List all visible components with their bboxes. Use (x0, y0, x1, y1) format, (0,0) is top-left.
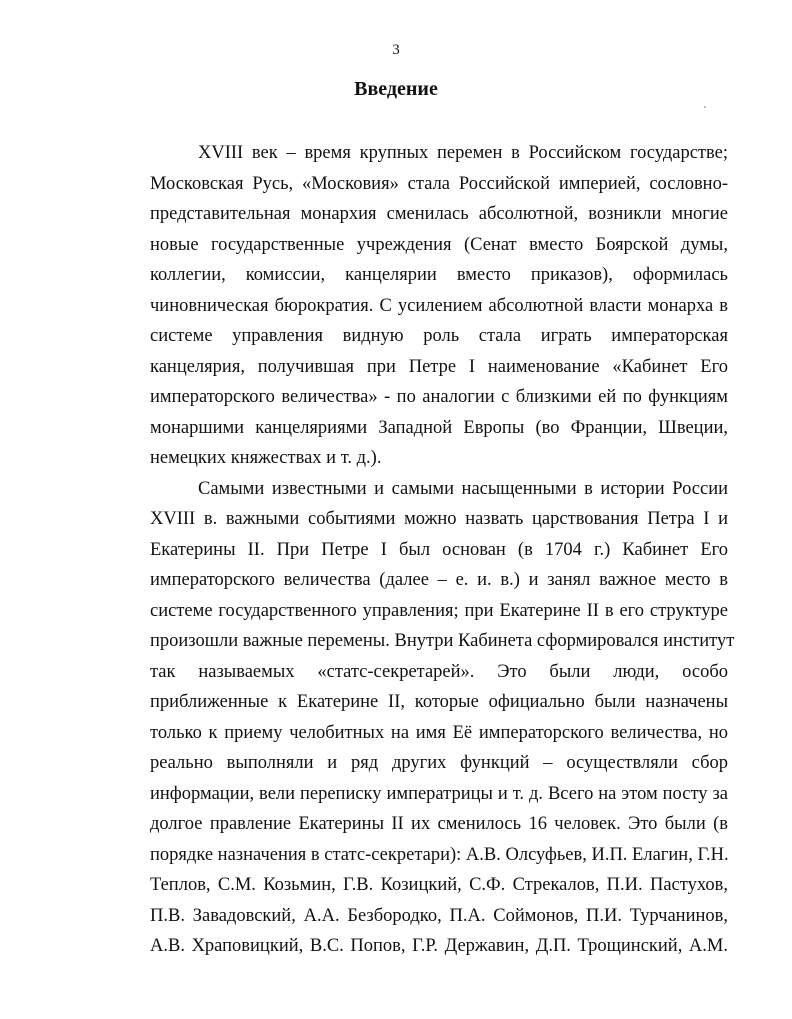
text-line: канцелярия, получившая при Петре I наименование «Кабинет Его (150, 356, 728, 377)
text-line: П.В. Завадовский, А.А. Безбородко, П.А. Соймонов, П.И. Турчанинов, (150, 905, 728, 926)
text-line: коллегии, комиссии, канцелярии вместо приказов), оформилась (150, 265, 728, 285)
text-line: А.В. Храповицкий, В.С. Попов, Г.Р. Державин, Д.П. Трощинский, А.М. (150, 936, 728, 956)
text-line: реально выполняли и ряд других функций – осуществляли сбор (150, 753, 728, 773)
text-line: информации, вели переписку императрицы и т. д. Всего на этом посту за (150, 783, 728, 804)
text-line: только к приему челобитных на имя Её императорского величества, но (150, 722, 728, 743)
text-line: императорского величества (далее – е. и. в.) и занял важное место в (150, 570, 728, 590)
text-line: долгое правление Екатерины II их сменилось 16 человек. Это были (в (150, 814, 728, 834)
text-line: чиновническая бюрократия. С усилением абсолютной власти монарха в (150, 295, 728, 316)
text-line: императорского величества» - по аналогии с близкими ей по функциям (150, 387, 728, 407)
text-line: Екатерины II. При Петре I был основан (в 1704 г.) Кабинет Его (150, 539, 728, 560)
text-line: немецких княжествах и т. д.). (150, 448, 382, 468)
page-number: 3 (392, 42, 400, 58)
scan-speck (704, 106, 706, 108)
text-line: XVIII в. важными событиями можно назвать царствования Петра I и (150, 509, 728, 529)
text-line: представительная монархия сменилась абсолютной, возникли многие (150, 204, 728, 224)
section-heading: Введение (354, 78, 438, 100)
text-line: Самыми известными и самыми насыщенными в истории России (198, 478, 728, 499)
text-line: новые государственные учреждения (Сенат вместо Боярской думы, (150, 234, 728, 255)
text-line: системе управления видную роль стала играть императорская (150, 326, 728, 346)
paragraph-1 (150, 138, 728, 474)
text-line: Теплов, С.М. Козьмин, Г.В. Козицкий, С.Ф. Стрекалов, П.И. Пастухов, (150, 875, 728, 895)
paragraph-2 (150, 474, 735, 962)
text-line: произошли важные перемены. Внутри Кабинета сформировался институт (150, 631, 735, 651)
text-line: системе государственного управления; при Екатерине II в его структуре (150, 600, 728, 621)
text-line: так называемых «статс-секретарей». Это были люди, особо (150, 661, 728, 682)
text-line: XVIII век – время крупных перемен в Российском государстве; (198, 143, 728, 163)
text-line: порядке назначения в статс-секретари): А.В. Олсуфьев, И.П. Елагин, Г.Н. (150, 844, 729, 865)
text-line: монаршими канцеляриями Западной Европы (во Франции, Швеции, (150, 417, 728, 438)
text-line: Московская Русь, «Московия» стала Российской империей, сословно- (150, 173, 728, 194)
text-line: приближенные к Екатерине II, которые официально были назначены (150, 692, 728, 712)
body-text (150, 138, 735, 962)
